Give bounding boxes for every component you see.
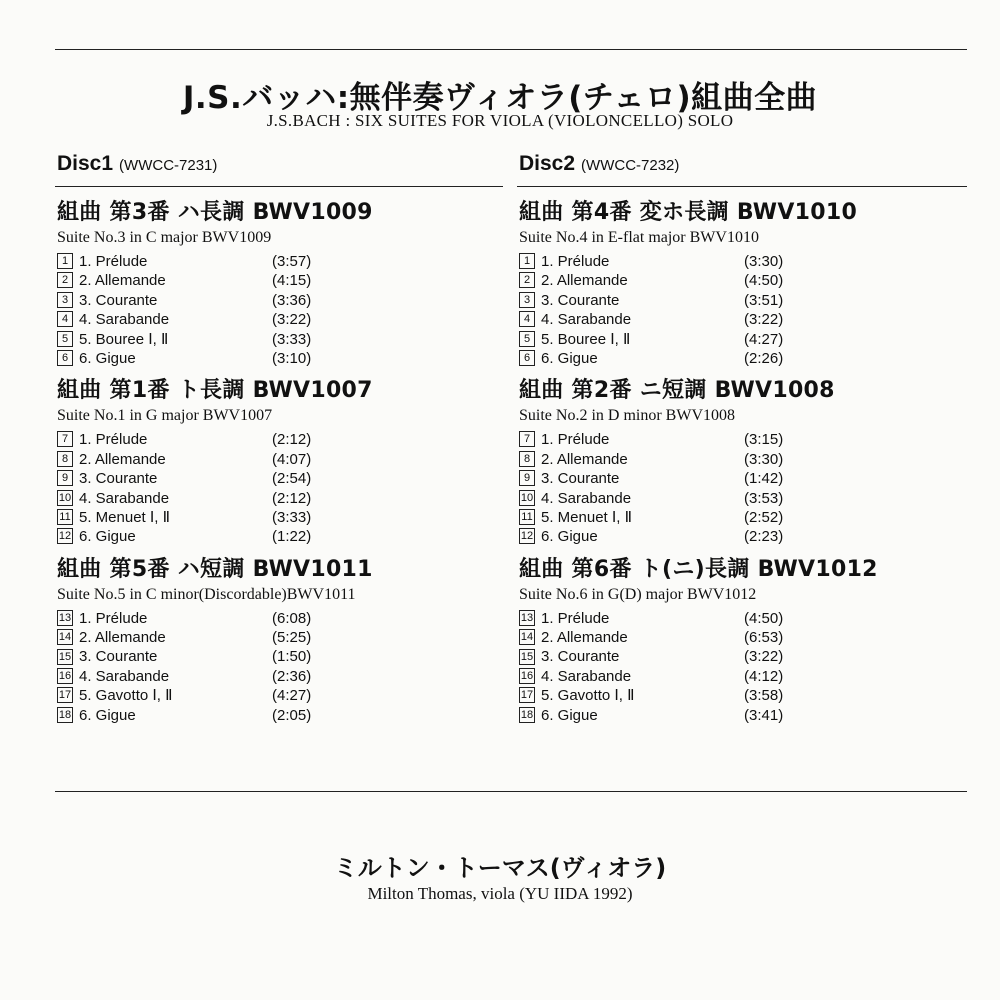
track-row <box>57 430 497 449</box>
track-duration: (1:22) <box>272 528 312 546</box>
track-title: 4. Sarabande <box>541 311 632 329</box>
track-title: 6. Gigue <box>541 528 598 546</box>
track-duration: (3:22) <box>744 648 784 666</box>
track-number-box: 14 <box>520 631 534 644</box>
track-title: 6. Gigue <box>541 349 598 367</box>
track-title: 5. Gavotto Ⅰ, Ⅱ <box>541 687 635 705</box>
track-row <box>519 609 959 628</box>
track-number-box: 17 <box>58 689 72 702</box>
track-duration: (3:36) <box>272 291 312 309</box>
track-row <box>57 527 497 546</box>
track-number-box: 16 <box>520 669 534 682</box>
track-row <box>57 252 497 271</box>
track-number-box: 7 <box>57 431 73 447</box>
track-number-box: 9 <box>519 470 535 486</box>
track-duration: (3:33) <box>272 508 312 526</box>
track-title: 5. Bouree Ⅰ, Ⅱ <box>79 330 169 348</box>
track-duration: (6:08) <box>272 609 312 627</box>
track-title: 1. Prélude <box>541 431 610 449</box>
suite-title-japanese: 組曲 第1番 ト長調 BWV1007 <box>57 378 373 404</box>
track-title: 1. Prélude <box>541 609 610 627</box>
track-number-box: 12 <box>520 530 534 543</box>
suite-title-japanese: 組曲 第6番 ト(ニ)長調 BWV1012 <box>519 556 878 582</box>
track-duration: (3:57) <box>272 253 312 270</box>
track-duration: (3:41) <box>744 706 784 724</box>
track-number-box: 13 <box>58 611 72 624</box>
disc-catalog-code: (WWCC-7232) <box>581 157 680 174</box>
track-number-box: 18 <box>58 708 72 721</box>
track-number-box: 10 <box>520 491 534 504</box>
suite-block <box>57 376 497 546</box>
disc-header <box>57 152 497 184</box>
track-row <box>519 527 959 546</box>
track-duration: (2:12) <box>272 431 312 449</box>
track-row <box>57 271 497 290</box>
track-duration: (2:05) <box>272 706 312 724</box>
track-row <box>519 489 959 508</box>
track-duration: (4:50) <box>744 609 784 627</box>
artist-name-japanese: ミルトン・トーマス(ヴィオラ) <box>333 854 667 882</box>
track-list <box>57 252 497 368</box>
track-row <box>57 310 497 329</box>
suite-block <box>57 555 497 725</box>
track-number-box: 8 <box>57 451 73 467</box>
track-duration: (1:50) <box>272 648 312 666</box>
suite-block <box>519 555 959 725</box>
track-row <box>57 647 497 666</box>
track-row <box>519 271 959 290</box>
track-row <box>519 706 959 725</box>
track-duration: (2:12) <box>272 489 312 507</box>
track-row <box>519 291 959 310</box>
suite-title-english: Suite No.2 in D minor BWV1008 <box>519 407 735 425</box>
suite-title-japanese: 組曲 第4番 変ホ長調 BWV1010 <box>519 200 858 225</box>
track-title: 2. Allemande <box>541 629 628 647</box>
album-title-english: J.S.BACH : SIX SUITES FOR VIOLA (VIOLONCELLO) SOLO <box>266 111 734 130</box>
track-duration: (4:27) <box>744 330 784 348</box>
track-title: 5. Gavotto Ⅰ, Ⅱ <box>79 687 173 705</box>
track-duration: (4:50) <box>744 272 784 290</box>
track-title: 1. Prélude <box>541 253 610 270</box>
track-list <box>519 252 959 368</box>
track-row <box>519 310 959 329</box>
suite-title-english: Suite No.6 in G(D) major BWV1012 <box>519 585 757 603</box>
track-number-box: 6 <box>57 350 73 366</box>
track-number-box: 8 <box>519 451 535 467</box>
track-number-box: 2 <box>519 272 535 288</box>
track-title: 4. Sarabande <box>79 667 170 685</box>
track-duration: (3:10) <box>272 349 312 367</box>
track-number-box: 6 <box>519 350 535 366</box>
track-title: 2. Allemande <box>541 450 628 468</box>
track-title: 4. Sarabande <box>79 311 170 329</box>
track-row <box>519 628 959 647</box>
track-number-box: 1 <box>519 253 535 269</box>
track-row <box>57 450 497 469</box>
track-title: 3. Courante <box>541 291 620 309</box>
track-row <box>57 609 497 628</box>
track-number-box: 17 <box>520 689 534 702</box>
track-duration: (1:42) <box>744 470 784 488</box>
track-number-box: 14 <box>58 631 72 644</box>
track-title: 4. Sarabande <box>79 489 170 507</box>
track-title: 3. Courante <box>541 648 620 666</box>
track-row <box>519 667 959 686</box>
track-title: 3. Courante <box>541 470 620 488</box>
track-number-box: 3 <box>57 292 73 308</box>
track-list <box>57 430 497 546</box>
track-title: 3. Courante <box>79 470 158 488</box>
track-number-box: 10 <box>58 491 72 504</box>
track-row <box>57 508 497 527</box>
track-duration: (3:22) <box>744 311 784 329</box>
track-title: 3. Courante <box>79 648 158 666</box>
suite-title-japanese: 組曲 第5番 ハ短調 BWV1011 <box>57 556 373 582</box>
track-title: 5. Menuet Ⅰ, Ⅱ <box>541 508 633 526</box>
track-row <box>57 686 497 705</box>
track-duration: (4:12) <box>744 667 784 685</box>
track-title: 2. Allemande <box>79 272 166 290</box>
disc-label: Disc1 <box>57 152 114 175</box>
track-number-box: 11 <box>519 509 535 525</box>
track-number-box: 7 <box>519 431 535 447</box>
track-title: 2. Allemande <box>541 272 628 290</box>
track-row <box>519 349 959 368</box>
track-row <box>519 469 959 488</box>
track-title: 6. Gigue <box>541 706 598 724</box>
track-row <box>519 252 959 271</box>
track-number-box: 3 <box>519 292 535 308</box>
track-row <box>57 706 497 725</box>
track-row <box>519 330 959 349</box>
track-row <box>57 628 497 647</box>
track-duration: (3:51) <box>744 291 784 309</box>
track-duration: (4:07) <box>272 450 312 468</box>
suite-title-english: Suite No.5 in C minor(Discordable)BWV1011 <box>57 585 356 603</box>
top-rule <box>55 49 967 50</box>
track-number-box: 15 <box>58 650 72 663</box>
suite-title-english: Suite No.3 in C major BWV1009 <box>57 229 272 246</box>
track-number-box: 5 <box>57 331 73 347</box>
track-row <box>519 647 959 666</box>
track-duration: (2:23) <box>744 528 784 546</box>
artist-name-english: Milton Thomas, viola (YU IIDA 1992) <box>367 884 633 903</box>
track-duration: (3:22) <box>272 311 312 329</box>
track-duration: (4:15) <box>272 272 312 290</box>
track-title: 2. Allemande <box>79 450 166 468</box>
track-number-box: 13 <box>520 611 534 624</box>
track-duration: (5:25) <box>272 629 312 647</box>
track-duration: (3:15) <box>744 431 784 449</box>
track-title: 1. Prélude <box>79 431 148 449</box>
track-title: 6. Gigue <box>79 706 136 724</box>
disc2-header-rule <box>517 186 967 187</box>
track-row <box>57 291 497 310</box>
disc1-header-rule <box>55 186 503 187</box>
track-row <box>519 450 959 469</box>
track-title: 6. Gigue <box>79 528 136 546</box>
track-number-box: 18 <box>520 708 534 721</box>
track-duration: (3:53) <box>744 489 784 507</box>
track-number-box: 11 <box>57 509 73 525</box>
track-list <box>519 609 959 725</box>
disc-catalog-code: (WWCC-7231) <box>119 157 218 174</box>
suite-block <box>519 376 959 546</box>
suite-title-japanese: 組曲 第2番 ニ短調 BWV1008 <box>519 378 835 404</box>
album-title-japanese: J.S.バッハ:無伴奏ヴィオラ(チェロ)組曲全曲 <box>182 80 818 116</box>
track-duration: (6:53) <box>744 629 784 647</box>
track-list <box>519 430 959 546</box>
track-duration: (4:27) <box>272 687 312 705</box>
suite-title-japanese: 組曲 第3番 ハ長調 BWV1009 <box>57 200 373 225</box>
track-row <box>519 508 959 527</box>
disc-label: Disc2 <box>519 152 576 175</box>
track-title: 4. Sarabande <box>541 489 632 507</box>
track-number-box: 9 <box>57 470 73 486</box>
suite-block <box>519 198 959 368</box>
track-duration: (3:58) <box>744 687 784 705</box>
track-list <box>57 609 497 725</box>
track-number-box: 15 <box>520 650 534 663</box>
track-row <box>57 349 497 368</box>
track-number-box: 4 <box>57 311 73 327</box>
track-row <box>519 430 959 449</box>
track-row <box>57 667 497 686</box>
track-row <box>57 330 497 349</box>
track-title: 2. Allemande <box>79 629 166 647</box>
track-number-box: 4 <box>519 311 535 327</box>
track-duration: (3:30) <box>744 253 784 270</box>
track-row <box>57 489 497 508</box>
track-duration: (3:33) <box>272 330 312 348</box>
track-row <box>57 469 497 488</box>
suite-title-english: Suite No.4 in E-flat major BWV1010 <box>519 229 759 246</box>
disc-header <box>519 152 959 184</box>
track-number-box: 1 <box>57 253 73 269</box>
track-duration: (3:30) <box>744 450 784 468</box>
track-title: 5. Bouree Ⅰ, Ⅱ <box>541 330 631 348</box>
disc2-column <box>519 152 959 725</box>
track-title: 1. Prélude <box>79 609 148 627</box>
suite-block <box>57 198 497 368</box>
track-title: 3. Courante <box>79 291 158 309</box>
track-duration: (2:36) <box>272 667 312 685</box>
track-title: 1. Prélude <box>79 253 148 270</box>
track-title: 6. Gigue <box>79 349 136 367</box>
track-duration: (2:52) <box>744 508 784 526</box>
track-duration: (2:54) <box>272 470 312 488</box>
track-row <box>519 686 959 705</box>
track-number-box: 12 <box>58 530 72 543</box>
track-number-box: 16 <box>58 669 72 682</box>
suite-title-english: Suite No.1 in G major BWV1007 <box>57 407 273 425</box>
track-number-box: 2 <box>57 272 73 288</box>
track-title: 5. Menuet Ⅰ, Ⅱ <box>79 508 171 526</box>
track-number-box: 5 <box>519 331 535 347</box>
track-title: 4. Sarabande <box>541 667 632 685</box>
track-duration: (2:26) <box>744 349 784 367</box>
bottom-rule <box>55 791 967 792</box>
disc1-column <box>57 152 497 725</box>
